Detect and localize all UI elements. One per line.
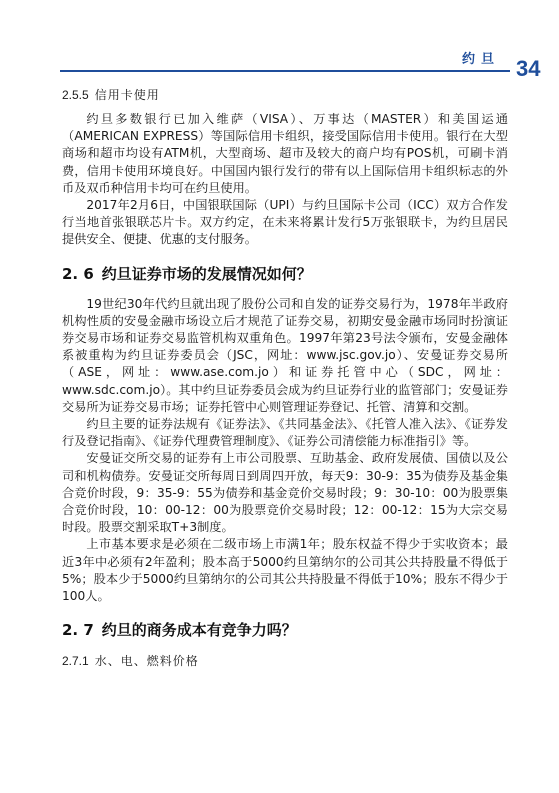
section-title: 约旦的商务成本有竞争力吗？: [101, 621, 297, 640]
section-heading-2-7: [62, 619, 508, 640]
subsection-heading-2-5-5: [62, 86, 508, 103]
header-divider: [60, 70, 510, 72]
paragraph: 上市基本要求是必须在二级市场上市满1年；股东权益不得少于实收资本；最近3年中必须有2年盈利；股本高于5000约旦第纳尔的公司其公共持股量不得低于5%；股本少于5000约旦第纳尔的公司其公共持股量不得低于10%；股东不得少于100人。: [62, 537, 508, 604]
page-number: 34: [516, 56, 541, 81]
paragraph: 约旦主要的证券法规有《证券法》、《共同基金法》、《托管人准入法》、《证券发行及登记指南》、《证券代理费管理制度》、《证券公司清偿能力标准指引》等。: [62, 417, 508, 449]
subsection-title: 水、电、燃料价格: [94, 654, 199, 669]
running-header-country: 约旦: [462, 52, 501, 67]
section-number: 2. 7: [62, 621, 94, 640]
section-title: 约旦证券市场的发展情况如何？: [101, 264, 312, 283]
paragraph: 2017年2月6日，中国银联国际（UPI）与约旦国际卡公司（ICC）双方合作发行当地首张银联芯片卡。双方约定，在未来将累计发行5万张银联卡，为约旦居民提供安全、便捷、优惠的支付服务。: [62, 198, 508, 247]
subsection-number: 2.7.1: [62, 654, 89, 669]
section-heading-2-6: [62, 263, 508, 284]
paragraph: 约旦多数银行已加入维萨（VISA）、万事达（MASTER）和美国运通（AMERICAN EXPRESS）等国际信用卡组织，接受国际信用卡使用。银行在大型商场和超市均设有ATM机，大型商场、超市及较大的商户均有POS机，可刷卡消费，信用卡使用环境良好。中国国内银行发行的带有以上国际信用卡组织标志的外币及双币种信用卡均可在约旦使用。: [62, 112, 508, 195]
subsection-heading-2-7-1: [62, 652, 508, 669]
subsection-title: 信用卡使用: [94, 88, 160, 102]
subsection-number: 2.5.5: [62, 88, 89, 102]
paragraph: 安曼证交所交易的证券有上市公司股票、互助基金、政府发展债、国债以及公司和机构债券。安曼证交所每周日到周四开放，每天9：30-9：35为债券及基金集合竞价时段，9：35-9：55为债券和基金竞价交易时段；9：30-10：00为股票集合竞价时段，10：00-12：00为股票竞价交易时段；12：00-12：15为大宗交易时段。股票交割采取T+3制度。: [62, 451, 508, 535]
section-number: 2. 6: [62, 264, 94, 283]
page-content: [62, 86, 508, 677]
paragraph: 19世纪30年代约旦就出现了股份公司和自发的证券交易行为，1978年半政府机构性质的安曼金融市场设立后才规范了证券交易，初期安曼金融市场同时扮演证券交易市场和证券交易监管机构双重角色。1997年第23号法令颁布，安曼金融体系被重构为约旦证券委员会（JSC，网址：www.jsc.gov.jo）、安曼证券交易所（ASE，网址：www.ase.com.jo）和证券托管中心（SDC，网址：www.sdc.com.jo）。其中约旦证券委员会成为约旦证券行业的监管部门；安曼证券交易所为证券交易市场；证券托管中心则管理证券登记、托管、清算和交割。: [62, 296, 508, 414]
